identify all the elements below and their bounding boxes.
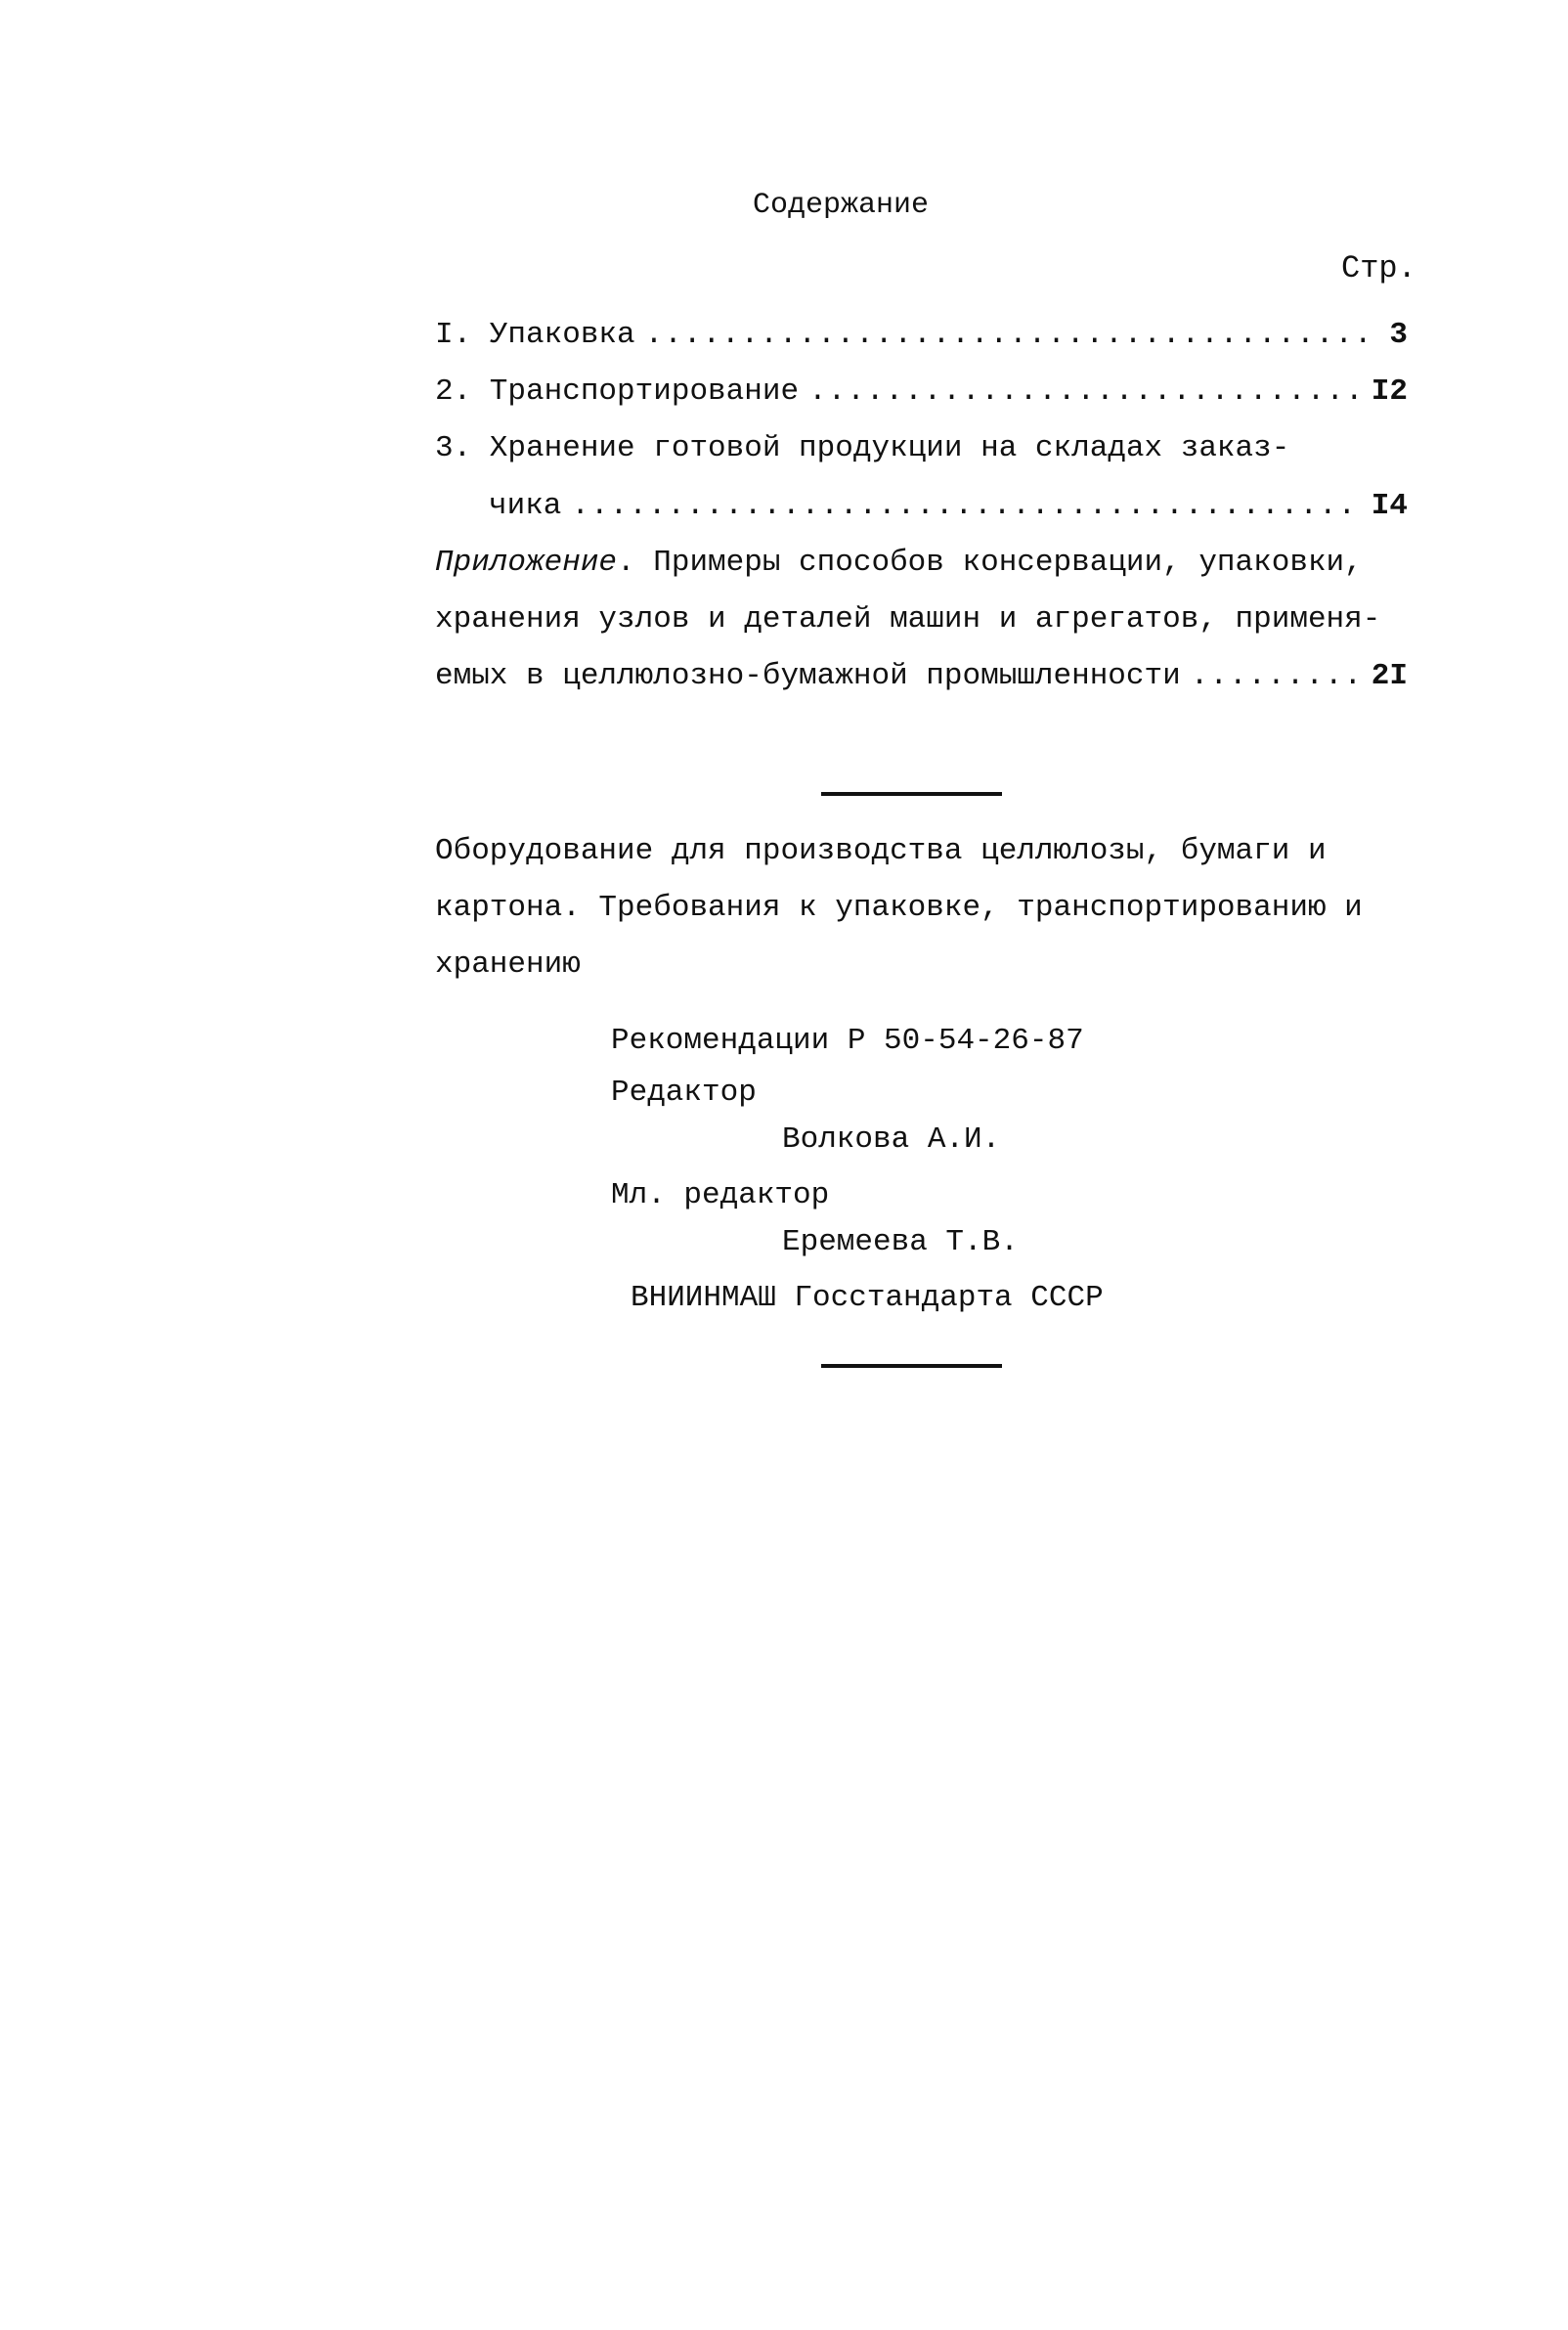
- editor-label: Редактор: [611, 1076, 757, 1110]
- toc-item-label: емых в целлюлозно-бумажной промышленности: [435, 659, 1181, 693]
- toc-item-storage: [489, 489, 1408, 528]
- junior-editor-label: Мл. редактор: [611, 1178, 830, 1212]
- toc-leader-dots: [645, 318, 1380, 352]
- page-column-label: Стр.: [1341, 250, 1416, 286]
- divider-rule: [821, 1364, 1002, 1368]
- document-title-line1: Оборудование для производства целлюлозы, бумаги и: [435, 834, 1327, 868]
- recommendations-number: Рекомендации Р 50-54-26-87: [611, 1024, 1084, 1058]
- publisher: ВНИИНМАШ Госстандарта СССР: [631, 1281, 1104, 1315]
- toc-item-page: 3: [1389, 318, 1408, 352]
- toc-item-appendix: [435, 659, 1408, 698]
- toc-item-page: 2I: [1371, 659, 1408, 693]
- toc-leader-dots: [808, 374, 1362, 409]
- appendix-line1-rest: . Примеры способов консервации, упаковки,: [617, 546, 1363, 580]
- toc-item-page: I4: [1371, 489, 1408, 523]
- toc-item-label: чика: [489, 489, 562, 523]
- junior-editor-name: Еремеева Т.В.: [782, 1225, 1019, 1259]
- document-title-line2: картона. Требования к упаковке, транспортированию и: [435, 891, 1363, 925]
- toc-item-page: I2: [1371, 374, 1408, 409]
- contents-heading: Содержание: [753, 189, 930, 222]
- toc-item-transportation: [435, 374, 1408, 414]
- toc-leader-dots: [571, 489, 1361, 523]
- document-title-line3: хранению: [435, 947, 581, 982]
- toc-appendix-line2: хранения узлов и деталей машин и агрегатов, применя-: [435, 602, 1381, 637]
- toc-item-label: I. Упаковка: [435, 318, 635, 352]
- toc-leader-dots: [1191, 659, 1362, 693]
- toc-item-storage-line1: 3. Хранение готовой продукции на складах заказ-: [435, 431, 1290, 465]
- toc-appendix-line1: [435, 546, 1363, 580]
- toc-item-label: 2. Транспортирование: [435, 374, 800, 409]
- editor-name: Волкова А.И.: [782, 1122, 1001, 1157]
- appendix-prefix: Приложение: [435, 546, 618, 580]
- divider-rule: [821, 792, 1002, 796]
- toc-item-packaging: [435, 318, 1408, 357]
